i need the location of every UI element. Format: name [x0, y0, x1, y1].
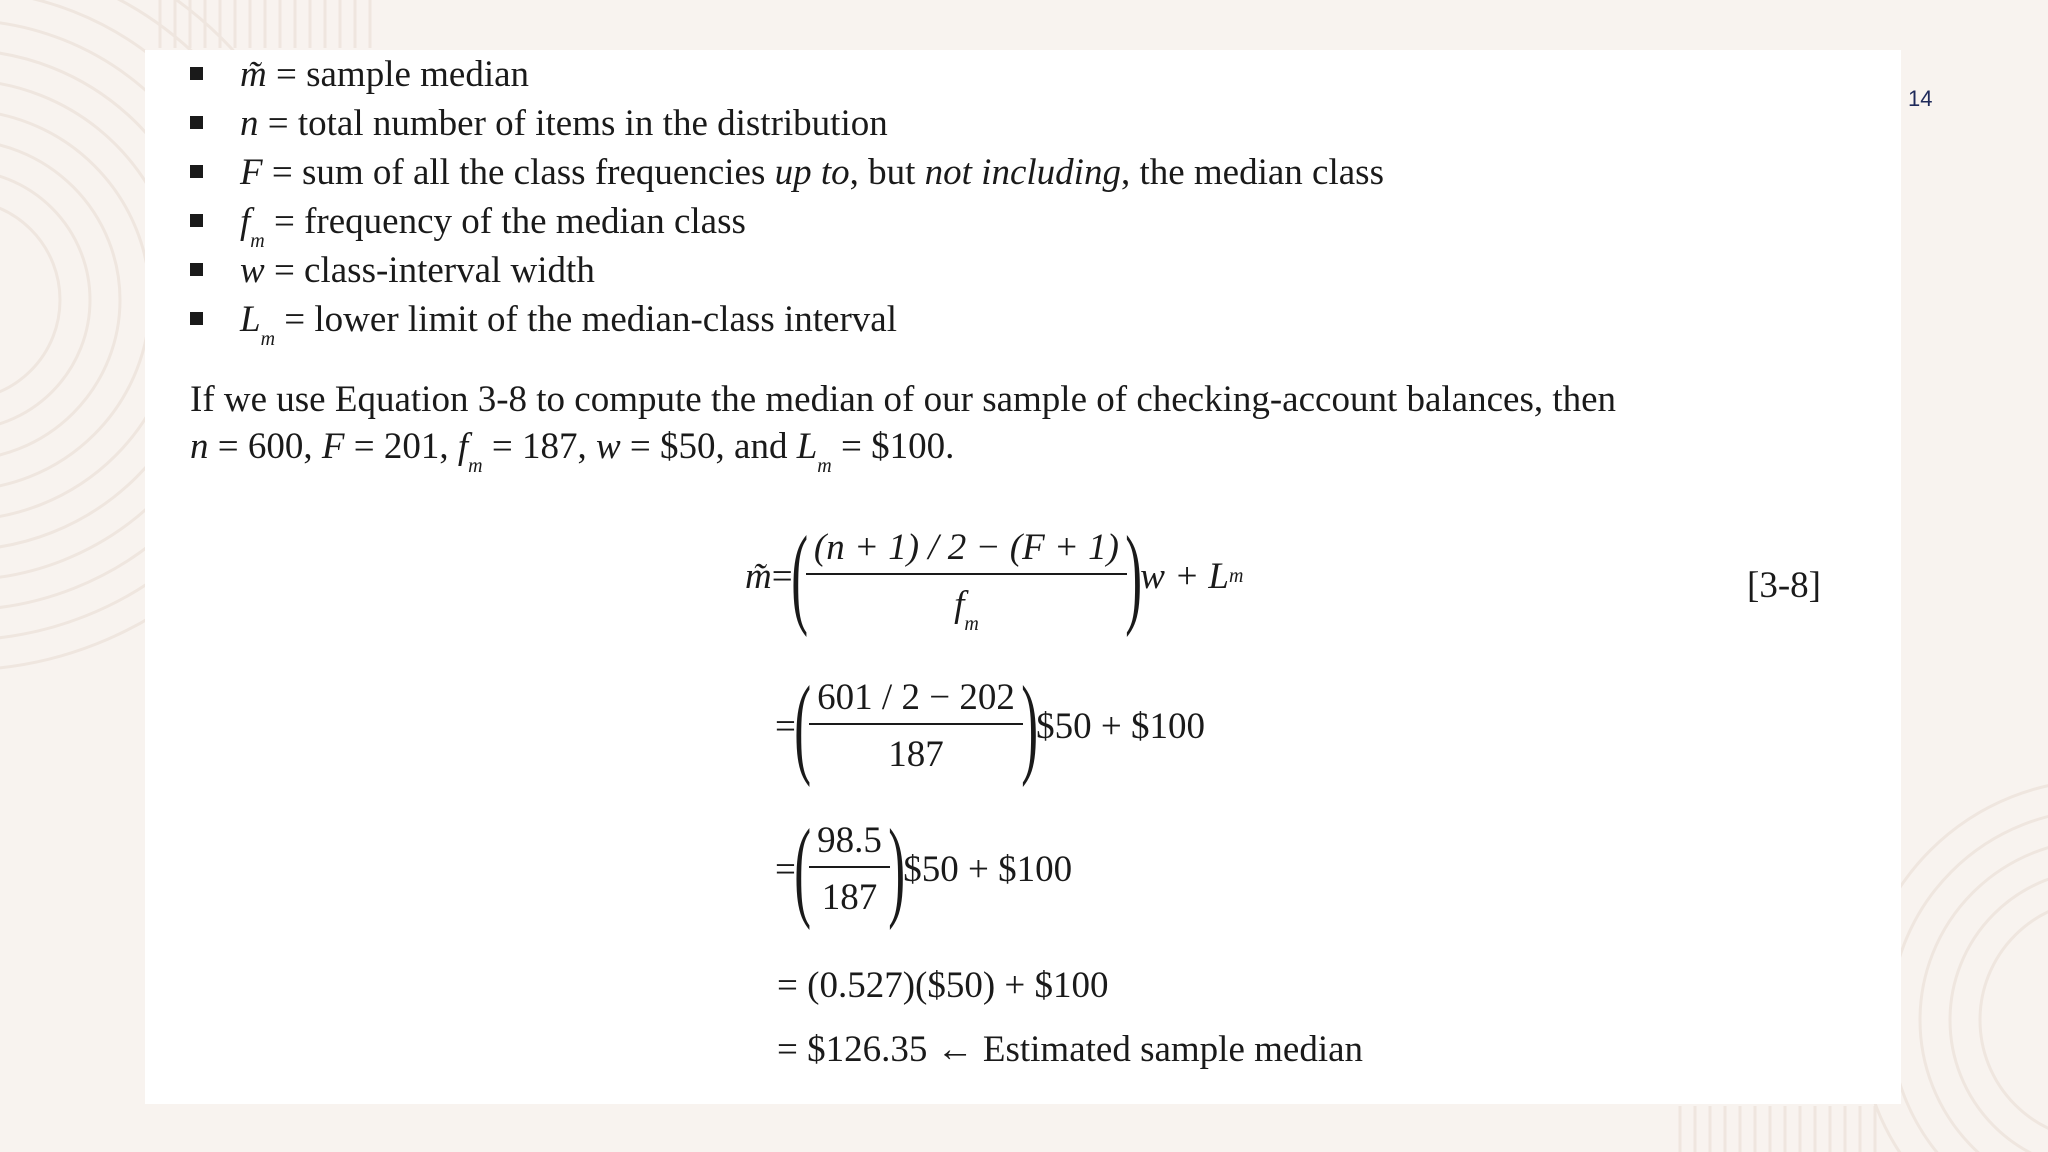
definition-item: [190, 50, 1384, 99]
denominator: 187: [821, 877, 878, 918]
subscript: m: [964, 613, 979, 635]
definition-text: = class-interval width: [264, 250, 595, 291]
fraction: [809, 676, 1023, 776]
equation-line-3: [775, 807, 1073, 931]
symbol: f: [240, 201, 251, 242]
denominator: 187: [888, 734, 944, 775]
equals-sign: =: [771, 555, 793, 597]
definition-text: , but: [849, 152, 925, 193]
definition-text: , the median class: [1120, 152, 1384, 193]
equation-line-2: [775, 664, 1205, 788]
value: = 600,: [208, 426, 322, 467]
value: = 201,: [344, 426, 458, 467]
equation-line-5: = $126.35 ← Estimated sample median: [777, 1029, 1364, 1070]
den-symbol: f: [954, 584, 965, 625]
symbol: n: [190, 426, 209, 467]
equation-tail: $50 + $100: [903, 848, 1073, 890]
symbol: f: [457, 426, 469, 467]
fraction: [806, 526, 1127, 635]
paragraph-line: If we use Equation 3-8 to compute the median of our sample of checking-account balances, then: [190, 379, 1617, 420]
numerator: (n + 1) / 2 − (F + 1): [806, 526, 1127, 575]
definition-text: = sum of all the class frequencies: [262, 152, 775, 193]
bullet-icon: [190, 67, 203, 80]
symbol: L: [240, 299, 261, 340]
equation-line-1: m̃ = ( $\frac{(n + 1) / 2 - (F + 1)}{f_m}$ ) w + L m: [745, 514, 1244, 638]
median-symbol: m̃: [745, 555, 772, 597]
equation-line-4: = (0.527)($50) + $100: [777, 965, 1109, 1006]
definition-emphasis: not including: [924, 152, 1121, 193]
definition-item: [190, 246, 1384, 295]
definition-emphasis: up to: [774, 152, 850, 193]
symbol: m̃: [240, 54, 267, 95]
symbol: w: [595, 426, 621, 467]
subscript: m: [817, 455, 832, 477]
left-paren: (: [790, 514, 808, 638]
equation-label: [3-8]: [1747, 565, 1821, 606]
definition-text: = lower limit of the median-class interval: [275, 299, 897, 340]
right-paren: ): [888, 807, 905, 931]
symbol: F: [321, 426, 345, 467]
symbol: w: [240, 250, 265, 291]
slide-content: [145, 50, 1901, 1104]
definition-text: = sample median: [266, 54, 530, 95]
definition-item: [190, 197, 1384, 252]
left-paren: (: [794, 807, 811, 931]
left-paren: (: [794, 664, 811, 788]
equals-sign: =: [775, 848, 796, 890]
symbol: F: [240, 152, 263, 193]
subscript: m: [468, 455, 483, 477]
subscript: m: [250, 230, 265, 252]
bullet-icon: [190, 116, 203, 129]
value: = $50, and: [620, 426, 797, 467]
subscript: m: [260, 328, 276, 350]
right-paren: ): [1021, 664, 1038, 788]
definition-list: [190, 50, 1384, 350]
fraction: [809, 819, 890, 919]
equation-tail: $50 + $100: [1036, 705, 1205, 747]
value: = $100.: [831, 426, 955, 467]
value: = 187,: [482, 426, 596, 467]
denominator: [806, 575, 1127, 635]
bullet-icon: [190, 263, 203, 276]
symbol: L: [796, 426, 818, 467]
definition-item: [190, 148, 1384, 197]
bullet-icon: [190, 312, 203, 325]
bullet-icon: [190, 165, 203, 178]
equals-sign: =: [775, 705, 796, 747]
symbol: n: [240, 103, 259, 144]
definition-text: = frequency of the median class: [264, 201, 746, 242]
equation-tail: w + L: [1140, 555, 1230, 597]
numerator: 98.5: [809, 819, 890, 868]
numerator: 601 / 2 − 202: [809, 676, 1023, 725]
bullet-icon: [190, 214, 203, 227]
explanation-paragraph: [190, 376, 1842, 477]
definition-text: = total number of items in the distribution: [258, 103, 888, 144]
slide-number: 14: [1908, 86, 1933, 111]
definition-item: [190, 99, 1384, 148]
right-paren: ): [1125, 514, 1143, 638]
definition-item: [190, 295, 1384, 350]
